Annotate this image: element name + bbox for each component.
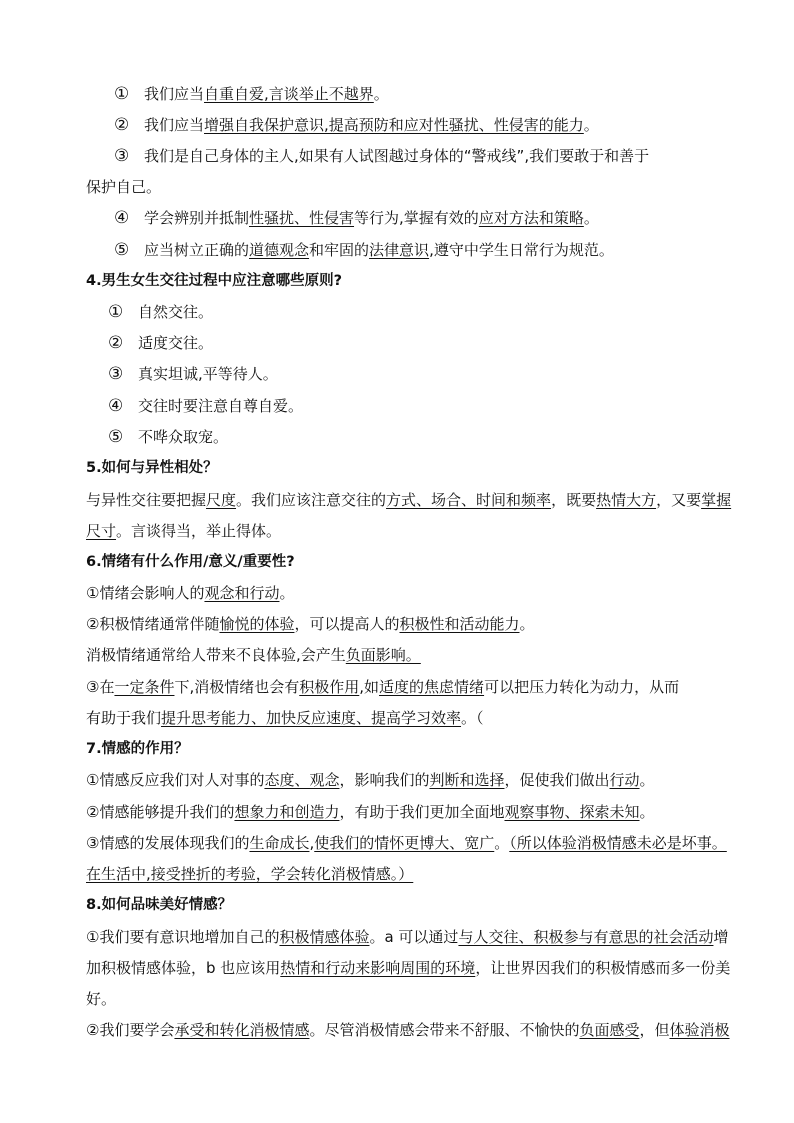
- text: ③在: [86, 678, 115, 696]
- key-phrase: 一定条件: [114, 678, 175, 696]
- text: 好。: [86, 990, 117, 1008]
- text: 。: [583, 116, 599, 134]
- q6-line-5: [86, 708, 484, 728]
- item-number: ④: [108, 396, 124, 416]
- text: ，让世界因我们的积极情感而多一份美: [475, 959, 731, 977]
- text: 等行为,掌握有效的: [354, 209, 479, 227]
- text: 。: [639, 803, 655, 821]
- item-number: ⑤: [114, 240, 130, 260]
- key-phrase: 愉悦的体验: [219, 615, 295, 633]
- text: 不哗众取宠。: [138, 428, 229, 446]
- text: 可以把压力转化为动力，从而: [484, 678, 680, 696]
- key-phrase: 法律意识: [369, 241, 430, 259]
- key-phrase: 提升思考能力、加快反应速度、提高学习效率: [161, 709, 462, 727]
- text: 我们是自己身体的主人,如果有人试图越过身体的“警戒线”,我们要敢于和善于: [144, 147, 650, 165]
- q6-line-4: [86, 677, 679, 697]
- principle-item-5: [108, 427, 228, 447]
- key-phrase: 观察事物、探索未知: [504, 803, 640, 821]
- key-phrase: 积极情感体验: [279, 928, 370, 946]
- item-number: ⑤: [108, 427, 124, 447]
- key-phrase: 积极作用: [299, 678, 360, 696]
- text: 保护自己。: [86, 178, 162, 196]
- protect-item-3-cont: [86, 177, 161, 197]
- text: 真实坦诚,平等待人。: [138, 365, 278, 383]
- q6-line-1: [86, 583, 294, 603]
- item-number: ②: [108, 333, 124, 353]
- key-phrase: 热情大方: [596, 491, 657, 509]
- key-phrase: 负面影响。: [345, 646, 421, 664]
- principle-item-4: [108, 396, 303, 416]
- text: 我们应当: [144, 85, 205, 103]
- protect-item-3: [114, 146, 649, 166]
- text: ②情感能够提升我们的: [86, 803, 235, 821]
- text: 交往时要注意自尊自爱。: [138, 397, 304, 415]
- key-phrase: 承受和转化消极情感: [174, 1021, 310, 1039]
- text: ，有助于我们更加全面地: [339, 803, 505, 821]
- key-phrase: 生命成长: [249, 834, 310, 852]
- text: ②积极情绪通常伴随: [86, 615, 220, 633]
- key-phrase: 尺度: [206, 491, 237, 509]
- principle-item-2: [108, 333, 213, 353]
- text: ①情绪会影响人的: [86, 584, 205, 602]
- q5-line-2: [86, 521, 281, 541]
- text: 。: [494, 834, 510, 852]
- text: 应当树立正确的: [144, 241, 250, 259]
- key-phrase: 行动: [609, 771, 640, 789]
- text: ①情感反应我们对人对事的: [86, 771, 265, 789]
- q7-line-3: [86, 833, 727, 853]
- key-phrase: （所以体验消极情感未必是坏事。: [509, 834, 727, 852]
- key-phrase: 观念和行动: [204, 584, 280, 602]
- principle-item-3: [108, 364, 278, 384]
- text: 加积极情感体验，b 也应该用: [86, 959, 281, 977]
- item-number: ③: [114, 146, 130, 166]
- text: ③情感的发展体现我们的: [86, 834, 250, 852]
- text: 。: [583, 209, 599, 227]
- text: ，又要: [656, 491, 702, 509]
- text: 。: [373, 85, 389, 103]
- text: 适度交往。: [138, 334, 214, 352]
- text: ,遵守中学生日常行为规范。: [429, 241, 614, 259]
- q6-line-3: [86, 645, 421, 665]
- question-8-heading: 8.如何品味美好情感？: [86, 897, 233, 913]
- text: 自然交往。: [138, 303, 214, 321]
- text: 。: [279, 584, 295, 602]
- question-4-heading: 4.男生女生交往过程中应注意哪些原则?: [86, 273, 343, 289]
- text: 增: [713, 928, 729, 946]
- key-phrase: 尺寸: [86, 522, 117, 540]
- key-phrase: 自重自爱,言谈举止不越界: [204, 85, 374, 103]
- text: 与异性交往要把握: [86, 491, 207, 509]
- key-phrase: 在生活中,接受挫折的考验，学会转化消极情感。）: [86, 865, 414, 883]
- item-number: ①: [114, 84, 130, 104]
- question-7-heading: 7.情感的作用？: [86, 741, 189, 757]
- key-phrase: 使我们的情怀更博大、宽广: [314, 834, 495, 852]
- text: 有助于我们: [86, 709, 162, 727]
- key-phrase: 体验消极: [669, 1021, 730, 1039]
- text: 和牢固的: [309, 241, 370, 259]
- protect-item-1: [114, 84, 389, 104]
- q7-line-4: [86, 864, 413, 884]
- q7-line-1: [86, 770, 655, 790]
- key-phrase: 与人交往、积极参与有意思的社会活动: [458, 928, 714, 946]
- key-phrase: 想象力和创造力: [234, 803, 340, 821]
- text: 。a 可以通过: [369, 928, 459, 946]
- protect-item-2: [114, 115, 599, 135]
- key-phrase: 负面感受: [579, 1021, 640, 1039]
- q6-line-2: [86, 614, 535, 634]
- key-phrase: 态度、观念: [264, 771, 340, 789]
- text: ,如: [359, 678, 380, 696]
- key-phrase: 应对方法和策略: [478, 209, 584, 227]
- text: ，但: [639, 1021, 670, 1039]
- text: ，影响我们的: [339, 771, 430, 789]
- key-phrase: 性骚扰、性侵害: [249, 209, 355, 227]
- key-phrase: 热情和行动来影响周围的环境: [280, 959, 476, 977]
- text: ，既要: [551, 491, 597, 509]
- question-6-heading: 6.情绪有什么作用/意义/重要性?: [86, 554, 295, 570]
- item-number: ①: [108, 302, 124, 322]
- text: 我们应当: [144, 116, 205, 134]
- text: 消极情绪通常给人带来不良体验,会产生: [86, 646, 346, 664]
- key-phrase: 增强自我保护意识,提高预防和应对性骚扰、性侵害的能力: [204, 116, 584, 134]
- q8-line-4: [86, 1020, 730, 1040]
- key-phrase: 方式、场合、时间和频率: [386, 491, 552, 509]
- text: 。我们应该注意交往的: [236, 491, 387, 509]
- text: 。: [639, 771, 655, 789]
- text: 学会辨别并抵制: [144, 209, 250, 227]
- q7-line-2: [86, 802, 655, 822]
- key-phrase: 积极性和活动能力: [399, 615, 520, 633]
- item-number: ④: [114, 208, 130, 228]
- text: 。（: [461, 709, 484, 727]
- text: 。言谈得当，举止得体。: [116, 522, 282, 540]
- key-phrase: 适度的焦虑情绪: [379, 678, 485, 696]
- key-phrase: 判断和选择: [429, 771, 505, 789]
- q8-line-1: [86, 927, 728, 947]
- principle-item-1: [108, 302, 213, 322]
- text: 下,消极情绪也会有: [174, 678, 300, 696]
- text: ①我们要有意识地增加自己的: [86, 928, 280, 946]
- text: ,: [309, 834, 315, 852]
- key-phrase: 道德观念: [249, 241, 310, 259]
- key-phrase: 掌握: [701, 491, 732, 509]
- item-number: ③: [108, 364, 124, 384]
- protect-item-5: [114, 240, 614, 260]
- text: ②我们要学会: [86, 1021, 175, 1039]
- q8-line-3: [86, 989, 116, 1009]
- text: 。尽管消极情感会带来不舒服、不愉快的: [309, 1021, 580, 1039]
- q5-line-1: [86, 490, 731, 510]
- text: ，可以提高人的: [294, 615, 400, 633]
- text: 。: [519, 615, 535, 633]
- q8-line-2: [86, 958, 730, 978]
- text: ，促使我们做出: [504, 771, 610, 789]
- item-number: ②: [114, 115, 130, 135]
- protect-item-4: [114, 208, 599, 228]
- question-5-heading: 5.如何与异性相处？: [86, 460, 218, 476]
